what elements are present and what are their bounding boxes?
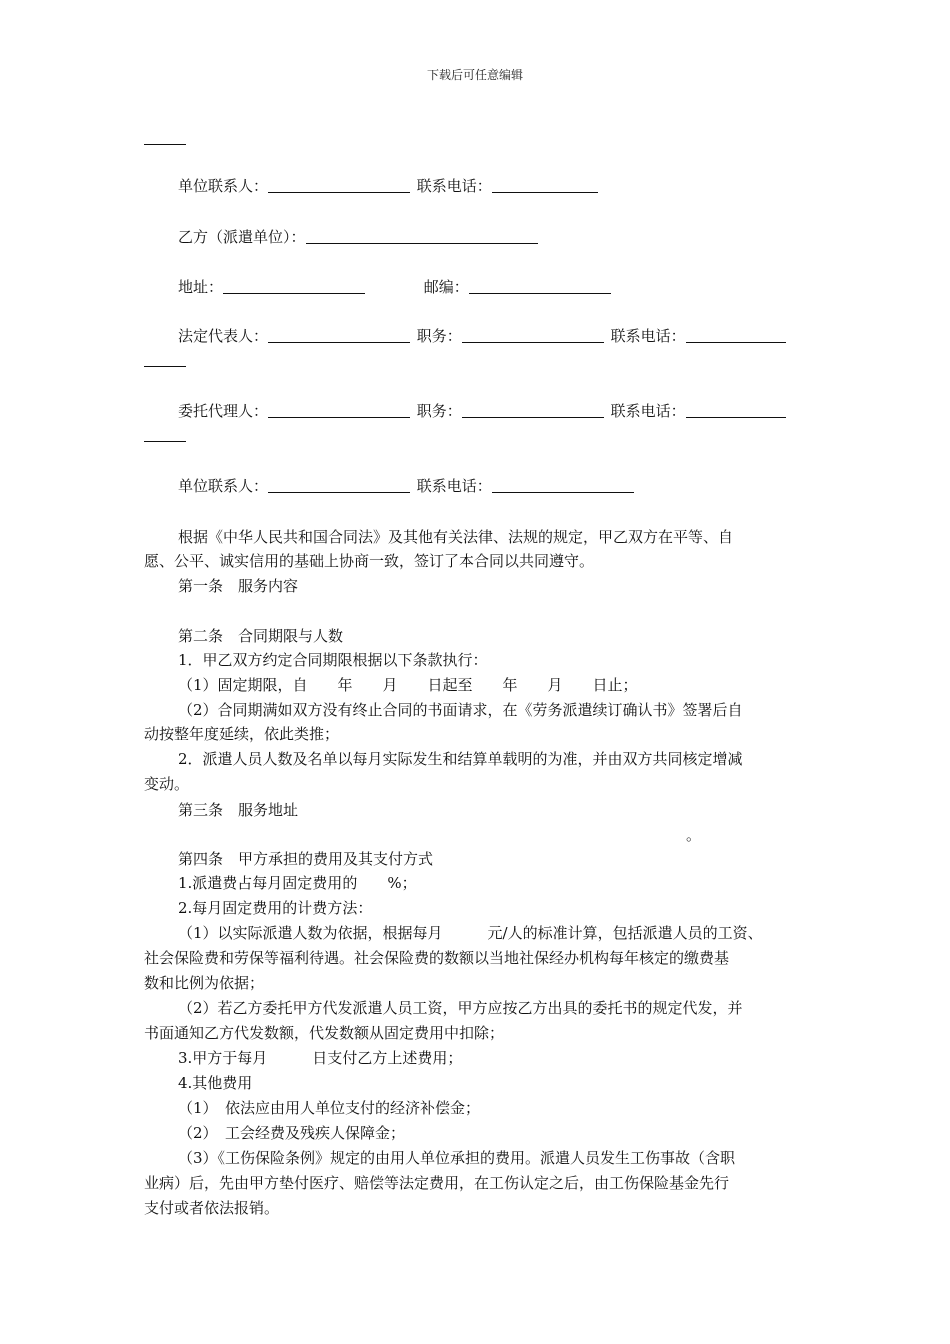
address-row: [178, 277, 611, 297]
article-4-clause: 数和比例为依据；: [144, 974, 265, 992]
contact-field[interactable]: [268, 177, 410, 193]
article-3-heading: 第三条 服务地址: [178, 801, 299, 819]
continued-blank: [144, 128, 186, 148]
phone-field[interactable]: [686, 327, 786, 343]
article-1-heading: 第一条 服务内容: [178, 577, 299, 595]
position-field[interactable]: [462, 327, 604, 343]
postcode-label: 邮编：: [423, 278, 469, 296]
phone-label: 联系电话：: [610, 327, 686, 345]
agent-label: 委托代理人：: [178, 402, 269, 420]
article-4-clause: （1） 依法应由用人单位支付的经济补偿金；: [178, 1099, 481, 1117]
article-4-clause: （1）以实际派遣人数为依据，根据每月 元/人的标准计算，包括派遣人员的工资、: [178, 924, 763, 942]
phone-label: 联系电话：: [416, 177, 492, 195]
agent-field[interactable]: [268, 402, 410, 418]
article-4-clause: 社会保险费和劳保等福利待遇。社会保险费的数额以当地社保经办机构每年核定的缴费基: [144, 949, 730, 967]
article-4-clause: 4.其他费用: [178, 1074, 253, 1092]
phone-field[interactable]: [492, 477, 634, 493]
article-2-clause: 变动。: [144, 775, 190, 793]
position-label: 职务：: [416, 327, 462, 345]
intro-paragraph-line: 根据《中华人民共和国合同法》及其他有关法律、法规的规定，甲乙双方在平等、自: [178, 528, 734, 546]
legal-rep-field[interactable]: [268, 327, 410, 343]
phone-field[interactable]: [686, 402, 786, 418]
article-4-clause: （3）《工伤保险条例》规定的由用人单位承担的费用。派遣人员发生工伤事故（含职: [178, 1149, 736, 1167]
page-header-note: 下载后可任意编辑: [426, 68, 523, 82]
agent-row: [178, 401, 786, 421]
party-b-contact-row: [178, 476, 634, 496]
article-4-clause: 业病）后，先由甲方垫付医疗、赔偿等法定费用，在工伤认定之后，由工伤保险基金先行: [144, 1174, 730, 1192]
position-label: 职务：: [416, 402, 462, 420]
phone-label: 联系电话：: [610, 402, 686, 420]
article-2-clause: 2．派遣人员人数及名单以每月实际发生和结算单载明的为准，并由双方共同核定增减: [178, 750, 743, 768]
legal-rep-row: [178, 326, 786, 346]
article-3-end-mark: 。: [686, 826, 702, 844]
article-4-clause: （2） 工会经费及残疾人保障金；: [178, 1124, 406, 1142]
legal-rep-phone-continuation: [144, 350, 186, 370]
legal-rep-label: 法定代表人：: [178, 327, 269, 345]
article-4-clause: 2.每月固定费用的计费方法：: [178, 899, 373, 917]
article-2-clause: 1．甲乙双方约定合同期限根据以下条款执行：: [178, 651, 488, 669]
postcode-field[interactable]: [469, 278, 611, 294]
article-2-heading: 第二条 合同期限与人数: [178, 627, 344, 645]
contact-field[interactable]: [268, 477, 410, 493]
party-b-field[interactable]: [306, 228, 538, 244]
phone-field[interactable]: [492, 177, 598, 193]
party-b-label: 乙方（派遣单位）：: [178, 228, 306, 246]
party-b-row: [178, 227, 538, 247]
contact-label: 单位联系人：: [178, 477, 269, 495]
article-4-clause: 3.甲方于每月 日支付乙方上述费用；: [178, 1049, 463, 1067]
phone-label: 联系电话：: [416, 477, 492, 495]
article-4-clause: 书面通知乙方代发数额，代发数额从固定费用中扣除；: [144, 1024, 505, 1042]
address-label: 地址：: [178, 278, 224, 296]
article-4-clause: （2）若乙方委托甲方代发派遣人员工资，甲方应按乙方出具的委托书的规定代发，并: [178, 999, 743, 1017]
position-field[interactable]: [462, 402, 604, 418]
article-2-clause: （2）合同期满如双方没有终止合同的书面请求，在《劳务派遣续订确认书》签署后自: [178, 701, 743, 719]
intro-paragraph-line: 愿、公平、诚实信用的基础上协商一致，签订了本合同以共同遵守。: [144, 552, 595, 570]
contact-label: 单位联系人：: [178, 177, 269, 195]
article-2-clause: 动按整年度延续，依此类推；: [144, 725, 340, 743]
party-a-contact-row: [178, 176, 598, 196]
article-4-heading: 第四条 甲方承担的费用及其支付方式: [178, 850, 434, 868]
article-2-clause: （1）固定期限，自 年 月 日起至 年 月 日止；: [178, 676, 638, 694]
article-4-clause: 支付或者依法报销。: [144, 1199, 280, 1217]
article-4-clause: 1.派遣费占每月固定费用的 %；: [178, 874, 417, 892]
address-field[interactable]: [223, 278, 365, 294]
agent-phone-continuation: [144, 425, 186, 445]
